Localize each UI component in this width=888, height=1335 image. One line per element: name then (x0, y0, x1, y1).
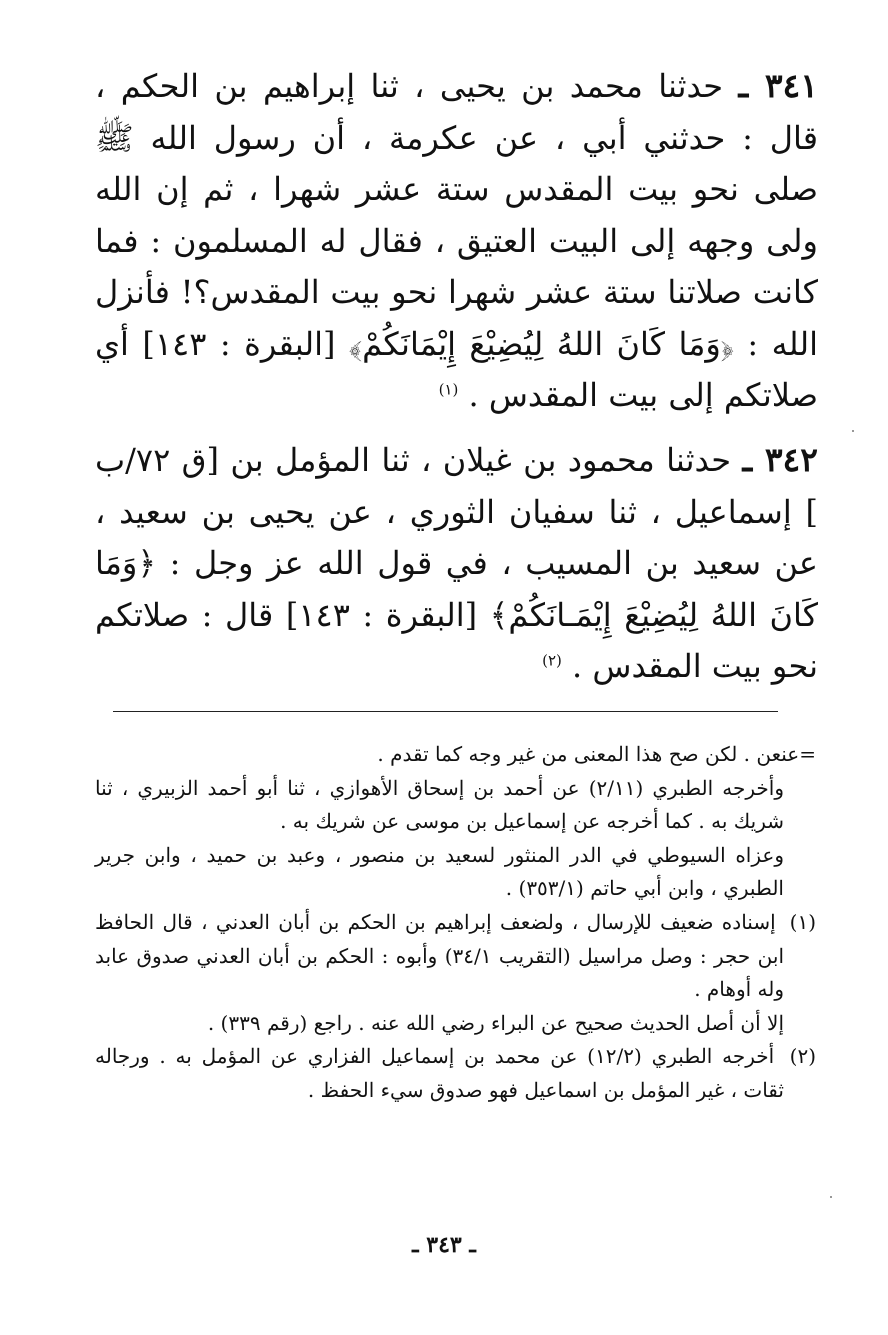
hadith-342 (95, 434, 818, 693)
hadith-341 (95, 60, 818, 422)
footnotes-section (95, 738, 816, 1108)
scan-speck (852, 430, 854, 432)
hadith-number: ٣٤١ ـ (738, 66, 819, 105)
footnote-2 (95, 1040, 816, 1107)
hadith-text: حدثنا محمود بن غيلان ، ثنا المؤمل بن [ق ٧٢/ب ] إسماعيل ، ثنا سفيان الثوري ، عن يحيى بن سعيد ، عن سعيد بن المسيب ، في قول الله عز وجل : ﴿وَمَا كَانَ اللهُ لِيُضِيْعَ إِيْمَـانَكُمْ﴾ [البقرة : ١٤٣] قال : صلاتكم نحو بيت المقدس . (95, 441, 819, 685)
footnote-continuation: =عنعن . لكن صح هذا المعنى من غير وجه كما تقدم . (377, 742, 816, 766)
footnote-continuation: وأخرجه الطبري (٢/١١) عن أحمد بن إسحاق الأهوازي ، ثنا أبو أحمد الزبيري ، ثنا شريك به . كما أخرجه عن إسماعيل بن موسى عن شريك به . (95, 775, 785, 834)
footnote-text: أخرجه الطبري (١٢/٢) عن محمد بن إسماعيل الفزاري عن المؤمل به . ورجاله ثقات ، غير المؤمل بن اسماعيل فهو صدوق سيء الحفظ . (95, 1044, 784, 1102)
page-number: ـ ٣٤٣ ـ (412, 1232, 476, 1258)
hadith-number: ٣٤٢ ـ (742, 440, 818, 479)
footnote-text: إسناده ضعيف للإرسال ، ولضعف إبراهيم بن الحكم بن أبان العدني ، قال الحافظ ابن حجر : وصل مراسيل (التقريب ٣٤/١) وأبوه : الحكم بن أبان العدني صدوق عابد وله أوهام . (95, 909, 784, 1002)
footnote-reference: (١) (438, 380, 459, 399)
footnote-continuation: وعزاه السيوطي في الدر المنثور لسعيد بن منصور ، وعبد بن حميد ، وابن جرير الطبري ، وابن أبي حاتم (٣٥٣/١) . (95, 842, 784, 901)
footnote-1 (95, 906, 816, 1007)
scan-speck (830, 1196, 832, 1198)
footnote-reference: (٢) (542, 651, 562, 670)
hadith-text: حدثنا محمد بن يحيى ، ثنا إبراهيم بن الحكم ، قال : حدثني أبي ، عن عكرمة ، أن رسول الله ﷺ صلى نحو بيت المقدس ستة عشر شهرا ، ثم إن الله ولى وجهه إلى البيت العتيق ، فقال له المسلمون : فما كانت صلاتنا ستة عشر شهرا نحو بيت المقدس؟! فأنزل الله : ﴿وَمَا كَانَ اللهُ لِيُضِيْعَ إِيْمَانَكُمْ﴾ [البقرة : ١٤٣] أي صلاتكم إلى بيت المقدس . (95, 67, 819, 414)
footnote-separator (113, 711, 778, 712)
footnote-1-continued: إلا أن أصل الحديث صحيح عن البراء رضي الله عنه . راجع (رقم ٣٣٩) . (207, 1010, 784, 1035)
footnote-marker: (٢) (789, 1044, 817, 1069)
footnote-marker: (١) (789, 909, 816, 934)
